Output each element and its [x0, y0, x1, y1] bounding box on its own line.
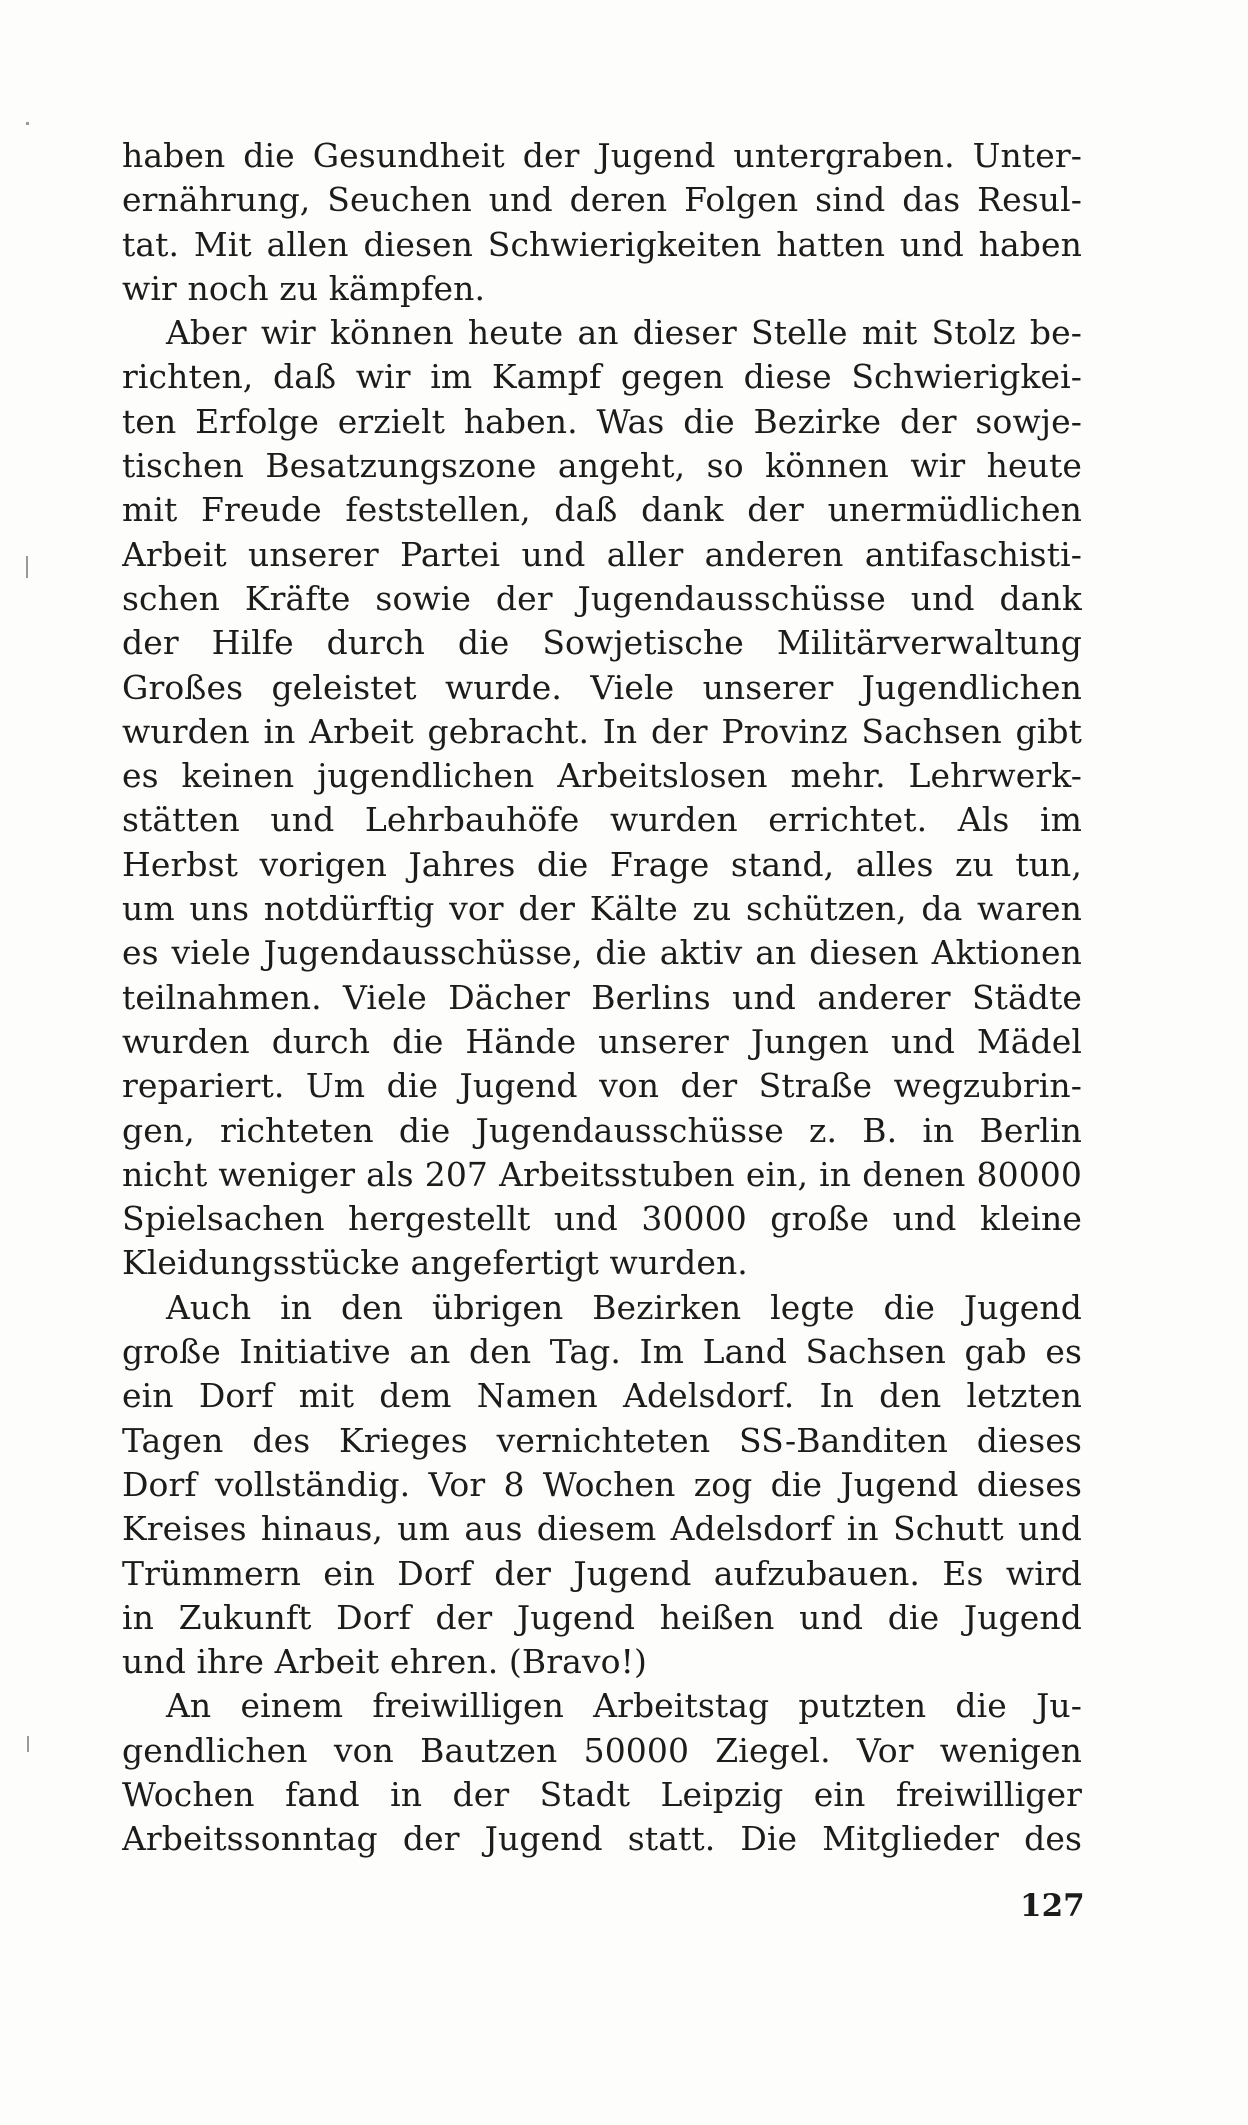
- text-line: es viele Jugendausschüsse, die aktiv an diesen Aktionen: [122, 933, 1082, 973]
- text-line: Arbeit unserer Partei und aller anderen antifaschisti-: [122, 534, 1082, 574]
- text-line: Spielsachen hergestellt und 30000 große und kleine: [122, 1199, 1082, 1239]
- text-line: Dorf vollständig. Vor 8 Wochen zog die Jugend dieses: [122, 1464, 1082, 1504]
- text-line: Wochen fand in der Stadt Leipzig ein freiwilliger: [122, 1774, 1082, 1814]
- text-line: in Zukunft Dorf der Jugend heißen und die Jugend: [122, 1597, 1082, 1637]
- text-line: richten, daß wir im Kampf gegen diese Schwierigkei-: [122, 357, 1082, 397]
- text-line: um uns notdürftig vor der Kälte zu schützen, da waren: [122, 889, 1082, 929]
- text-line: Herbst vorigen Jahres die Frage stand, alles zu tun,: [122, 844, 1082, 884]
- page-number: 127: [1020, 1888, 1085, 1924]
- text-line: tischen Besatzungszone angeht, so können wir heute: [122, 446, 1082, 486]
- text-line: teilnahmen. Viele Dächer Berlins und anderer Städte: [122, 977, 1082, 1017]
- text-line: tat. Mit allen diesen Schwierigkeiten hatten und haben: [122, 224, 1082, 264]
- text-line: große Initiative an den Tag. Im Land Sachsen gab es: [122, 1332, 1082, 1372]
- text-line: Auch in den übrigen Bezirken legte die Jugend: [166, 1287, 1082, 1327]
- margin-mark: [26, 122, 29, 125]
- text-line: Kleidungsstücke angefertigt wurden.: [122, 1243, 748, 1283]
- text-line: gen, richteten die Jugendausschüsse z. B. in Berlin: [122, 1110, 1082, 1150]
- text-line: Großes geleistet wurde. Viele unserer Jugendlichen: [122, 667, 1082, 707]
- text-line: schen Kräfte sowie der Jugendausschüsse und dank: [122, 578, 1082, 618]
- margin-mark: [26, 556, 28, 578]
- body-text: [122, 134, 1082, 1862]
- text-line: wir noch zu kämpfen.: [122, 268, 486, 308]
- text-line: ein Dorf mit dem Namen Adelsdorf. In den letzten: [122, 1376, 1082, 1416]
- margin-mark: [27, 1736, 29, 1752]
- text-line: wurden durch die Hände unserer Jungen und Mädel: [122, 1021, 1082, 1061]
- text-line: gendlichen von Bautzen 50000 Ziegel. Vor wenigen: [122, 1730, 1082, 1770]
- text-line: wurden in Arbeit gebracht. In der Provinz Sachsen gibt: [122, 711, 1082, 751]
- text-line: der Hilfe durch die Sowjetische Militärverwaltung: [122, 623, 1082, 663]
- text-line: Trümmern ein Dorf der Jugend aufzubauen. Es wird: [122, 1553, 1082, 1593]
- text-line: Kreises hinaus, um aus diesem Adelsdorf in Schutt und: [122, 1509, 1082, 1549]
- text-line: stätten und Lehrbauhöfe wurden errichtet. Als im: [122, 800, 1082, 840]
- text-line: mit Freude feststellen, daß dank der unermüdlichen: [122, 490, 1082, 530]
- text-line: ernährung, Seuchen und deren Folgen sind das Resul-: [122, 180, 1082, 220]
- text-line: und ihre Arbeit ehren. (Bravo!): [122, 1642, 647, 1682]
- text-line: Aber wir können heute an dieser Stelle mit Stolz be-: [166, 313, 1082, 353]
- text-line: repariert. Um die Jugend von der Straße wegzubrin-: [122, 1066, 1082, 1106]
- text-line: nicht weniger als 207 Arbeitsstuben ein, in denen 80000: [122, 1154, 1082, 1194]
- text-line: haben die Gesundheit der Jugend untergraben. Unter-: [122, 136, 1082, 175]
- text-line: Arbeitssonntag der Jugend statt. Die Mitglieder des: [122, 1819, 1082, 1859]
- text-line: An einem freiwilligen Arbeitstag putzten die Ju-: [166, 1686, 1082, 1726]
- text-line: ten Erfolge erzielt haben. Was die Bezirke der sowje-: [122, 401, 1082, 441]
- text-line: Tagen des Krieges vernichteten SS-Banditen dieses: [122, 1420, 1082, 1460]
- text-line: es keinen jugendlichen Arbeitslosen mehr. Lehrwerk-: [122, 756, 1082, 796]
